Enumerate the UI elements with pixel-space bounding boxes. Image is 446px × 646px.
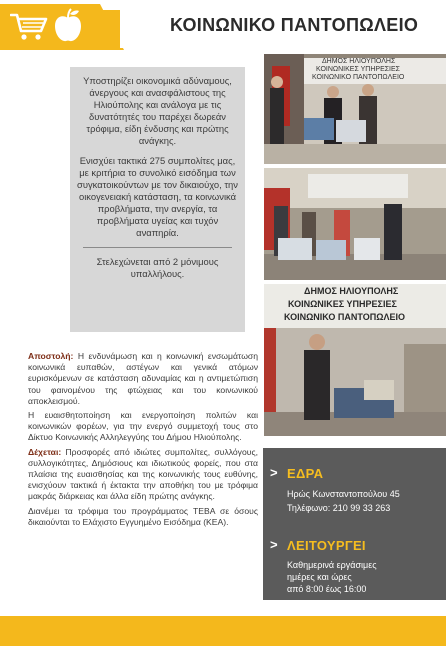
info-box bbox=[70, 67, 245, 332]
footer-band bbox=[0, 616, 446, 646]
accepts-label: Δέχεται: bbox=[28, 446, 62, 457]
contact-panel bbox=[263, 448, 446, 600]
chevron-right-icon: > bbox=[270, 465, 278, 480]
photo-1-sign-line3: ΚΟΙΝΩΝΙΚΟ ΠΑΝΤΟΠΩΛΕΙΟ bbox=[312, 74, 405, 81]
photo-food-donations bbox=[264, 168, 446, 280]
mission-label: Αποστολή: bbox=[28, 351, 74, 361]
mission-paragraph bbox=[28, 351, 258, 407]
photo-staff-storage bbox=[264, 284, 446, 436]
page-header bbox=[0, 0, 446, 50]
hours-days-line2: ημέρες και ώρες bbox=[287, 572, 352, 582]
info-staff: Στελεχώνεται από 2 μόνιμους υπαλλήλους. bbox=[96, 256, 219, 279]
info-paragraph-2: Ενισχύει τακτικά 275 συμπολίτες μας, με κριτήρια το συνολικό εισόδημα των συγκατοικούντων με τον δικαιούχο, την οικογενειακή κατάσταση, τα κοινωνικά προβλήματα, την ανεργία, τα προβλήματα υγείας και τυχόν αναπηρία. bbox=[77, 155, 238, 238]
body-text bbox=[28, 351, 258, 531]
page-title: ΚΟΙΝΩΝΙΚΟ ΠΑΝΤΟΠΩΛΕΙΟ bbox=[170, 15, 419, 35]
photo-1-sign-line1: ΔΗΜΟΣ ΗΛΙΟΥΠΟΛΗΣ bbox=[322, 58, 396, 65]
cart-icon bbox=[10, 12, 50, 42]
info-paragraph-1: Υποστηρίζει οικονομικά αδύναμους, άνεργους και ανασφάλιστους της Ηλιούπολης και ανάλογα με τις δυνατότητές του παρέχει δωρεάν τρόφιμα, είδη ένδυσης και πρώτης ανάγκης. bbox=[83, 75, 232, 146]
teba-paragraph: Διανέμει τα τρόφιμα του προγράμματος ΤΕΒΑ σε όσους δικαιούνται το Ελάχιστο Εγγυημένο Εισόδημα (ΚΕΑ). bbox=[28, 505, 258, 527]
hours-heading: ΛΕΙΤΟΥΡΓΕΙ bbox=[287, 538, 366, 553]
accepts-paragraph bbox=[28, 447, 258, 503]
seat-phone: Τηλέφωνο: 210 99 33 263 bbox=[287, 503, 391, 513]
photo-3-sign-line3: ΚΟΙΝΩΝΙΚΟ ΠΑΝΤΟΠΩΛΕΙΟ bbox=[284, 312, 405, 322]
seat-address: Ηρώς Κωνσταντοπούλου 45 bbox=[287, 489, 400, 499]
photo-3-sign-line1: ΔΗΜΟΣ ΗΛΙΟΥΠΟΛΗΣ bbox=[304, 286, 399, 296]
accepts-text: Προσφορές από ιδιώτες συμπολίτες, συλλόγους, συλλογικότητες, Δημόσιους και ιδιωτικούς φορείς, που στα πλαίσια της ευαισθησίας και της κοινωνικής τους ευθύνης, ενισχύουν τακτικά ή έκτακτα την αποθήκη του με τρόφιμα μακράς διάρκειας και άλλα είδη πρώτης ανάγκης. bbox=[28, 446, 258, 502]
photo-3-sign-line2: ΚΟΙΝΩΝΙΚΕΣ ΥΠΗΡΕΣΙΕΣ bbox=[288, 299, 397, 309]
info-divider bbox=[83, 247, 233, 248]
photo-1-sign-line2: ΚΟΙΝΩΝΙΚΕΣ ΥΠΗΡΕΣΙΕΣ bbox=[316, 66, 400, 73]
mission-text: Η ενδυνάμωση και η κοινωνική ενσωμάτωση κοινωνικά ευπαθών, αστέγων και γενικά ατόμων ευρισκόμενων σε κατάσταση αδυναμίας και η αντιμετώπιση του φαινομένου της φτώχειας και του κοινωνικού αποκλεισμού. bbox=[28, 351, 258, 406]
chevron-right-icon: > bbox=[270, 537, 278, 552]
photo-volunteers-carts bbox=[264, 54, 446, 164]
seat-heading: ΕΔΡΑ bbox=[287, 466, 324, 481]
hours-days-line1: Καθημερινά εργάσιμες bbox=[287, 560, 377, 570]
photo-2-illustration bbox=[264, 168, 446, 280]
hours-time: από 8:00 έως 16:00 bbox=[287, 584, 367, 594]
apple-icon bbox=[52, 8, 84, 44]
awareness-paragraph: Η ευαισθητοποίηση και ενεργοποίηση πολιτών και κοινωνικών φορέων, για την ενεργό συμμετοχή τους στο Δίκτυο Κοινωνικής Αλληλεγγύης του Δήμου Ηλιούπολης. bbox=[28, 410, 258, 443]
